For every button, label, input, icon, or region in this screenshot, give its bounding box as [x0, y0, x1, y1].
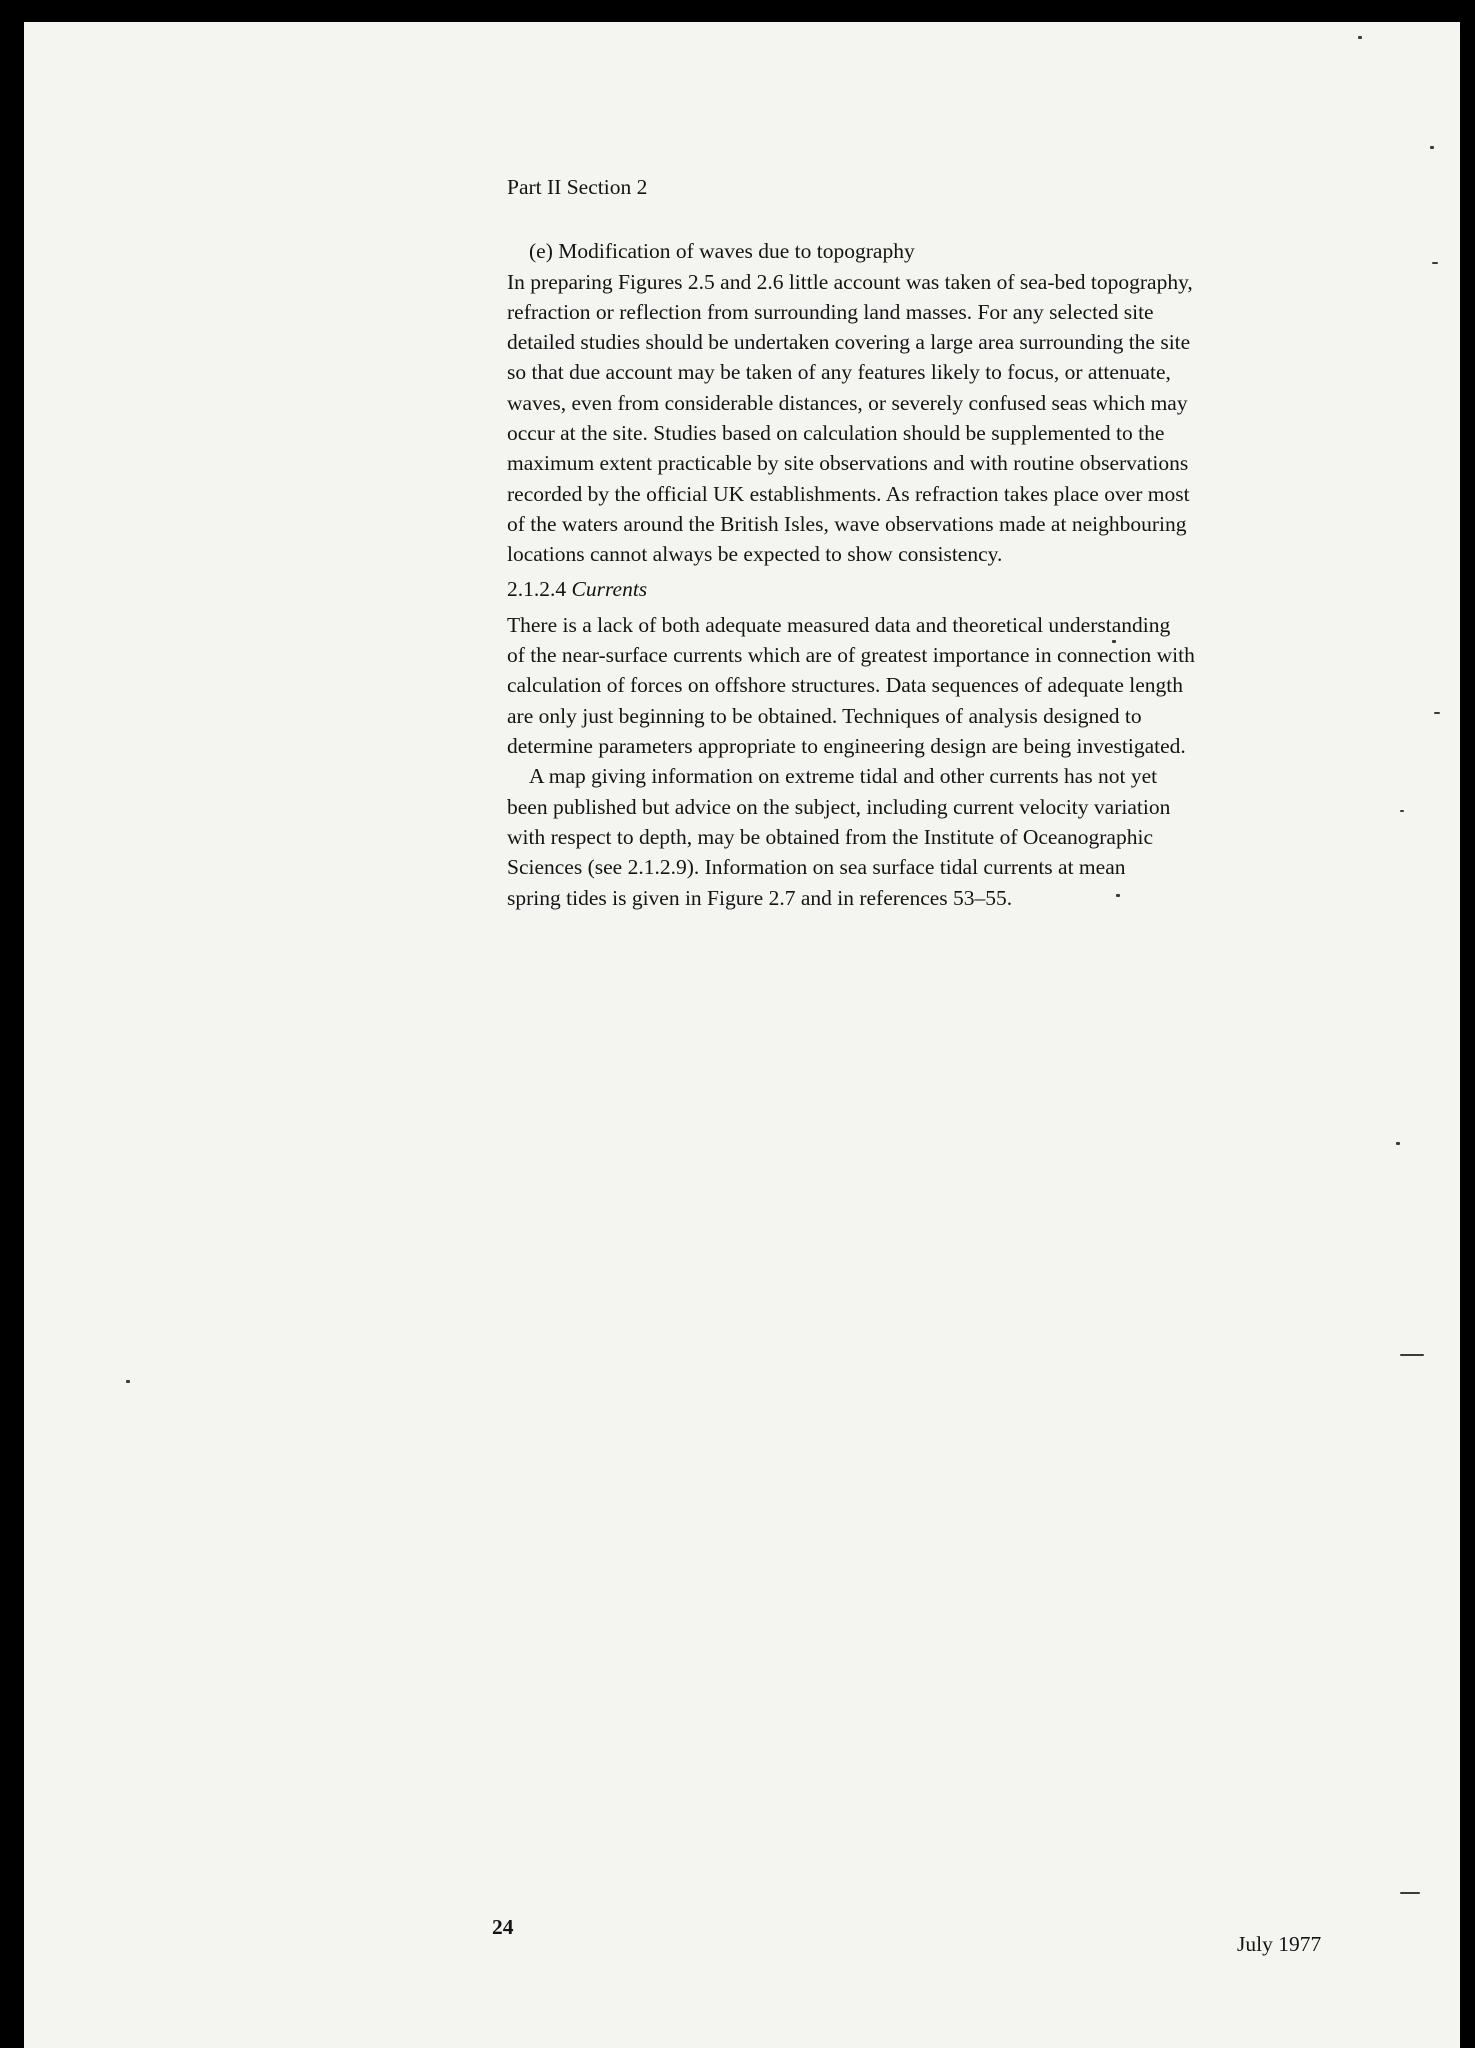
- paragraph-line: maximum extent practicable by site observations and with routine observations: [507, 451, 1189, 476]
- scan-speck: [1116, 894, 1120, 897]
- paragraph-line: with respect to depth, may be obtained from the Institute of Oceanographic: [507, 824, 1153, 849]
- scan-speck: [1434, 712, 1440, 714]
- paragraph-line: There is a lack of both adequate measured data and theoretical understanding: [507, 612, 1171, 637]
- paragraph-line: been published but advice on the subject, including current velocity variation: [507, 794, 1171, 819]
- subsection-e-title: (e) Modification of waves due to topography: [529, 239, 915, 264]
- paragraph-line: refraction or reflection from surrounding land masses. For any selected site: [507, 299, 1154, 324]
- scan-speck: [1430, 146, 1434, 149]
- scan-speck: [1432, 262, 1438, 264]
- scan-speck: [1396, 1142, 1400, 1145]
- publication-date: July 1977: [1237, 1932, 1322, 1956]
- paragraph-line: of the near-surface currents which are of greatest importance in connection with: [507, 643, 1195, 668]
- section-number: 2.1.2.4: [507, 576, 567, 601]
- paragraph-line: recorded by the official UK establishments. As refraction takes place over most: [507, 481, 1190, 506]
- currents-paragraph-2: [507, 761, 1347, 912]
- scan-speck: [126, 1380, 130, 1383]
- page-number: 24: [492, 1915, 514, 1939]
- paragraph-line: are only just beginning to be obtained. Techniques of analysis designed to: [507, 703, 1142, 728]
- paragraph-line: calculation of forces on offshore structures. Data sequences of adequate length: [507, 673, 1183, 698]
- paragraph-line: waves, even from considerable distances, or severely confused seas which may: [507, 390, 1188, 415]
- section-header: Part II Section 2: [507, 175, 648, 199]
- section-2124-heading: [507, 574, 1347, 604]
- paragraph-line: spring tides is given in Figure 2.7 and in references 53–55.: [507, 885, 1013, 910]
- paragraph-line: locations cannot always be expected to show consistency.: [507, 542, 1003, 567]
- document-page: [24, 22, 1460, 2048]
- paragraph-line: In preparing Figures 2.5 and 2.6 little account was taken of sea-bed topography,: [507, 269, 1193, 294]
- text-column: [507, 172, 1347, 913]
- scan-speck: [1358, 36, 1362, 39]
- paragraph-line: so that due account may be taken of any features likely to focus, or attenuate,: [507, 360, 1171, 385]
- currents-paragraph-1: [507, 610, 1347, 761]
- paragraph-line: of the waters around the British Isles, wave observations made at neighbouring: [507, 511, 1187, 536]
- scan-speck: [1400, 1354, 1424, 1356]
- section-title: Currents: [571, 576, 648, 601]
- paragraph-line: Sciences (see 2.1.2.9). Information on sea surface tidal currents at mean: [507, 855, 1126, 880]
- scan-speck: [1112, 640, 1116, 643]
- subsection-e-paragraph: [507, 267, 1347, 570]
- scan-speck: [1400, 1892, 1420, 1894]
- scan-speck: [1400, 810, 1404, 812]
- paragraph-line: A map giving information on extreme tidal and other currents has not yet: [529, 764, 1158, 789]
- paragraph-line: detailed studies should be undertaken covering a large area surrounding the site: [507, 330, 1191, 355]
- paragraph-line: occur at the site. Studies based on calculation should be supplemented to the: [507, 421, 1165, 446]
- paragraph-line: determine parameters appropriate to engineering design are being investigated.: [507, 734, 1186, 759]
